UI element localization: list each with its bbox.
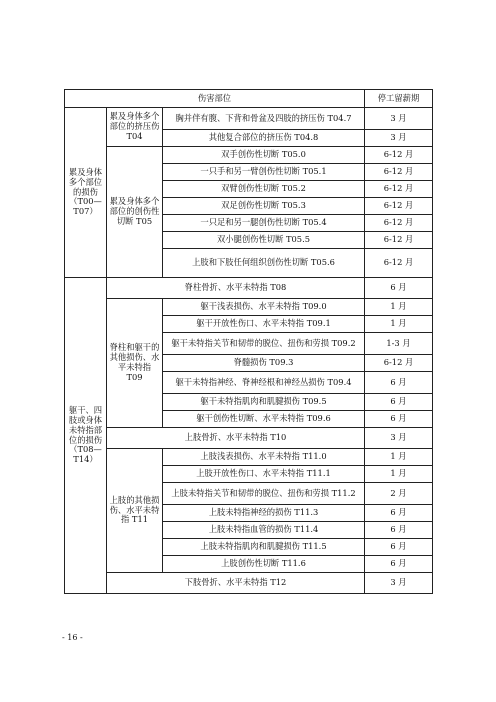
rest-period: 1 月 bbox=[365, 316, 433, 333]
injury-name: 下肢骨折、水平未特指 T12 bbox=[107, 573, 365, 594]
rest-period: 6 月 bbox=[365, 372, 433, 394]
rest-period: 6 月 bbox=[365, 539, 433, 556]
rest-period: 6-12 月 bbox=[365, 355, 433, 372]
subgroup-label: 累及身体多个部位的挤压伤 T04 bbox=[107, 108, 163, 147]
group-label: 躯干、四肢或身体未特指部位的损伤（T08—T14） bbox=[65, 278, 107, 594]
rest-period: 1 月 bbox=[365, 466, 433, 483]
injury-name: 上肢未特指血管的损伤 T11.4 bbox=[163, 522, 365, 539]
subgroup-label: 上肢的其他损伤、水平未特指 T11 bbox=[107, 449, 163, 573]
rest-period: 1-3 月 bbox=[365, 333, 433, 355]
injury-name: 躯干未特指肌肉和肌腱损伤 T09.5 bbox=[163, 394, 365, 411]
injury-name: 一只手和另一臂创伤性切断 T05.1 bbox=[163, 164, 365, 181]
table-row bbox=[65, 449, 433, 466]
injury-name: 双手创伤性切断 T05.0 bbox=[163, 147, 365, 164]
rest-period: 3 月 bbox=[365, 573, 433, 594]
rest-period: 6 月 bbox=[365, 411, 433, 428]
injury-name: 上肢骨折、水平未特指 T10 bbox=[107, 428, 365, 449]
subgroup-label: 累及身体多个部位的创伤性切断 T05 bbox=[107, 147, 163, 278]
table-row bbox=[65, 278, 433, 299]
rest-period: 6 月 bbox=[365, 522, 433, 539]
injury-name: 脊柱骨折、水平未特指 T08 bbox=[107, 278, 365, 299]
injury-name: 双足创伤性切断 T05.3 bbox=[163, 198, 365, 215]
header-row bbox=[65, 90, 433, 108]
subgroup-label: 脊柱和躯干的其他损伤、水平未特指 T09 bbox=[107, 299, 163, 428]
table-row bbox=[65, 573, 433, 594]
injury-name: 躯干未特指神经、脊神经根和神经丛损伤 T09.4 bbox=[163, 372, 365, 394]
injury-name: 上肢和下肢任何组织创伤性切断 T05.6 bbox=[163, 249, 365, 278]
injury-name: 上肢未特指关节和韧带的脱位、扭伤和劳损 T11.2 bbox=[163, 483, 365, 505]
table-row bbox=[65, 147, 433, 164]
table-row bbox=[65, 108, 433, 130]
injury-name: 一只足和另一腿创伤性切断 T05.4 bbox=[163, 215, 365, 232]
injury-table bbox=[64, 89, 433, 594]
injury-name: 其他复合部位的挤压伤 T04.8 bbox=[163, 130, 365, 147]
injury-name: 双小腿创伤性切断 T05.5 bbox=[163, 232, 365, 249]
injury-name: 胸并伴有腹、下背和骨盆及四肢的挤压伤 T04.7 bbox=[163, 108, 365, 130]
injury-name: 躯干开放性伤口、水平未特指 T09.1 bbox=[163, 316, 365, 333]
rest-period: 1 月 bbox=[365, 299, 433, 316]
injury-name: 躯干创伤性切断、水平未特指 T09.6 bbox=[163, 411, 365, 428]
injury-name: 上肢未特指神经的损伤 T11.3 bbox=[163, 505, 365, 522]
rest-period: 3 月 bbox=[365, 130, 433, 147]
header-part: 伤害部位 bbox=[65, 90, 365, 108]
group-label: 累及身体多个部位的损伤（T00—T07） bbox=[65, 108, 107, 278]
rest-period: 6 月 bbox=[365, 278, 433, 299]
rest-period: 6-12 月 bbox=[365, 249, 433, 278]
rest-period: 6 月 bbox=[365, 505, 433, 522]
rest-period: 6-12 月 bbox=[365, 215, 433, 232]
rest-period: 6-12 月 bbox=[365, 232, 433, 249]
rest-period: 3 月 bbox=[365, 428, 433, 449]
header-period: 停工留薪期 bbox=[365, 90, 433, 108]
injury-name: 上肢浅表损伤、水平未特指 T11.0 bbox=[163, 449, 365, 466]
injury-name: 上肢开放性伤口、水平未特指 T11.1 bbox=[163, 466, 365, 483]
rest-period: 6 月 bbox=[365, 556, 433, 573]
injury-name: 脊髓损伤 T09.3 bbox=[163, 355, 365, 372]
rest-period: 6-12 月 bbox=[365, 164, 433, 181]
injury-name: 躯干未特指关节和韧带的脱位、扭伤和劳损 T09.2 bbox=[163, 333, 365, 355]
injury-name: 上肢创伤性切断 T11.6 bbox=[163, 556, 365, 573]
rest-period: 6-12 月 bbox=[365, 181, 433, 198]
rest-period: 6-12 月 bbox=[365, 147, 433, 164]
injury-name: 躯干浅表损伤、水平未特指 T09.0 bbox=[163, 299, 365, 316]
rest-period: 2 月 bbox=[365, 483, 433, 505]
rest-period: 3 月 bbox=[365, 108, 433, 130]
injury-name: 双臂创伤性切断 T05.2 bbox=[163, 181, 365, 198]
injury-name: 上肢未特指肌肉和肌腱损伤 T11.5 bbox=[163, 539, 365, 556]
rest-period: 6-12 月 bbox=[365, 198, 433, 215]
table-row bbox=[65, 428, 433, 449]
table-row bbox=[65, 299, 433, 316]
rest-period: 6 月 bbox=[365, 394, 433, 411]
rest-period: 1 月 bbox=[365, 449, 433, 466]
page-number: - 16 - bbox=[62, 633, 83, 642]
